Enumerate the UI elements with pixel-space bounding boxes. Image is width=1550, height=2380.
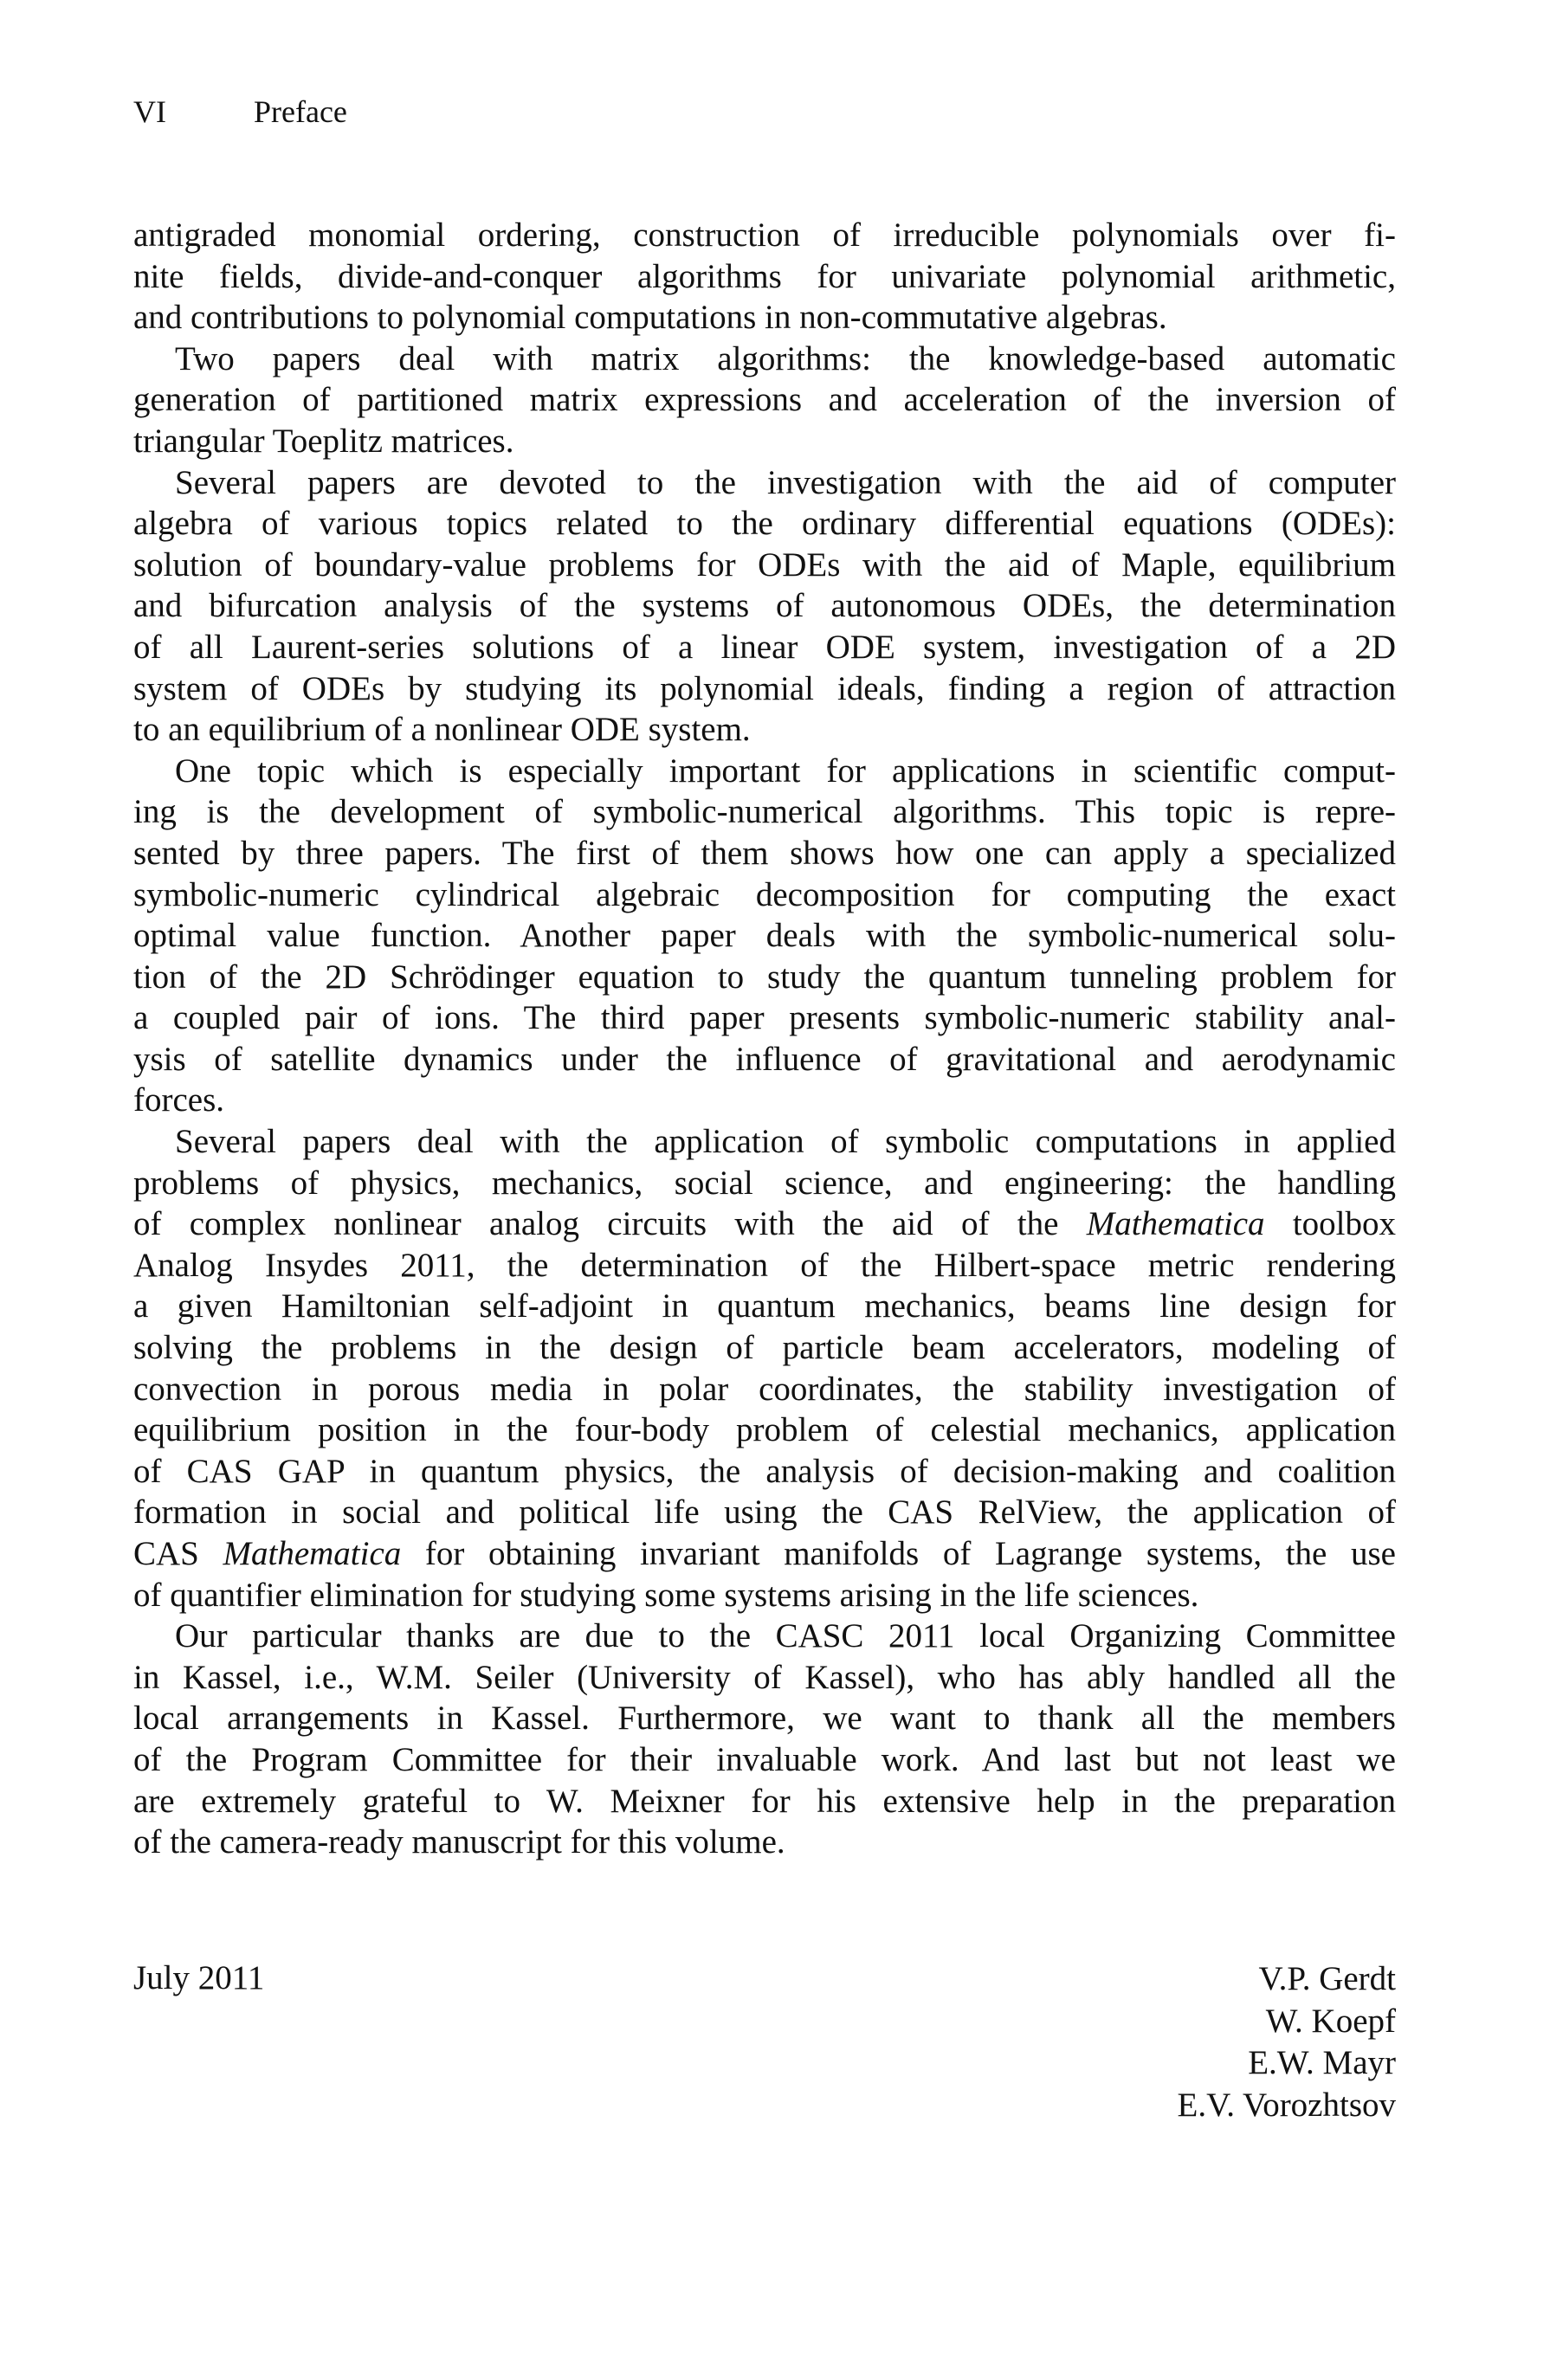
text-line: convection in porous media in polar coordinates, the stability investigation of xyxy=(133,1370,1396,1408)
text-line: optimal value function. Another paper deals with the symbolic-numerical solu- xyxy=(133,917,1396,955)
text-line: Two papers deal with matrix algorithms: the knowledge-based automatic xyxy=(175,339,1396,377)
text-line: solution of boundary-value problems for ODEs with the aid of Maple, equilibrium xyxy=(133,545,1396,584)
text-line: Our particular thanks are due to the CASC 2011 local Organizing Committee xyxy=(175,1617,1396,1655)
text-line: Several papers are devoted to the investigation with the aid of computer xyxy=(175,463,1396,501)
text-line: antigraded monomial ordering, construction of irreducible polynomials over fi- xyxy=(133,216,1396,254)
text-line: a coupled pair of ions. The third paper presents symbolic-numeric stability anal- xyxy=(133,999,1396,1037)
paragraph xyxy=(133,751,1396,1121)
text-line: ing is the development of symbolic-numerical algorithms. This topic is repre- xyxy=(133,793,1396,831)
text-line: of the Program Committee for their invaluable work. And last but not least we xyxy=(133,1740,1396,1778)
text-line: system of ODEs by studying its polynomial ideals, finding a region of attraction xyxy=(133,669,1396,707)
text-line: symbolic-numeric cylindrical algebraic decomposition for computing the exact xyxy=(133,875,1396,913)
text-line: equilibrium position in the four-body problem of celestial mechanics, application xyxy=(133,1411,1396,1449)
text-line: of quantifier elimination for studying some systems arising in the life sciences. xyxy=(133,1576,1199,1614)
text-line: CAS Mathematica for obtaining invariant manifolds of Lagrange systems, the use xyxy=(133,1535,1396,1572)
text-line: sented by three papers. The first of them shows how one can apply a specialized xyxy=(133,834,1396,872)
text-line: forces. xyxy=(133,1081,225,1119)
signatory: E.W. Mayr xyxy=(1248,2044,1396,2081)
text-line: of CAS GAP in quantum physics, the analysis of decision-making and coalition xyxy=(133,1452,1396,1490)
signatories xyxy=(1178,1958,1396,2126)
text-line: local arrangements in Kassel. Furthermore, we want to thank all the members xyxy=(133,1700,1396,1738)
text-line: in Kassel, i.e., W.M. Seiler (University of Kassel), who has ably handled all the xyxy=(133,1658,1396,1696)
text-line: algebra of various topics related to the ordinary differential equations (ODEs): xyxy=(133,505,1396,543)
text-line: generation of partitioned matrix expressions and acceleration of the inversion of xyxy=(133,381,1396,419)
text-line: formation in social and political life using the CAS RelView, the application of xyxy=(133,1493,1396,1532)
running-title: Preface xyxy=(254,94,347,129)
date: July 2011 xyxy=(133,1959,265,1996)
text-line: ysis of satellite dynamics under the influence of gravitational and aerodynamic xyxy=(133,1040,1396,1078)
text-line: to an equilibrium of a nonlinear ODE system. xyxy=(133,711,751,749)
preface-body xyxy=(133,215,1396,1863)
text-line: solving the problems in the design of particle beam accelerators, modeling of xyxy=(133,1329,1396,1367)
text-line: a given Hamiltonian self-adjoint in quantum mechanics, beams line design for xyxy=(133,1287,1396,1325)
signatory: W. Koepf xyxy=(1265,2002,1396,2040)
paragraph xyxy=(133,462,1396,751)
text-line: nite fields, divide-and-conquer algorithms for univariate polynomial arithmetic, xyxy=(133,257,1396,295)
signatory: E.V. Vorozhtsov xyxy=(1177,2086,1396,2124)
text-line: tion of the 2D Schrödinger equation to study the quantum tunneling problem for xyxy=(133,958,1396,996)
text-line: are extremely grateful to W. Meixner for his extensive help in the preparation xyxy=(133,1782,1396,1820)
text-line: problems of physics, mechanics, social science, and engineering: the handling xyxy=(133,1164,1396,1202)
paragraph xyxy=(133,1121,1396,1616)
text-line: One topic which is especially important for applications in scientific comput- xyxy=(175,751,1396,790)
text-line: of all Laurent-series solutions of a linear ODE system, investigation of a 2D xyxy=(133,628,1396,666)
text-line: and contributions to polynomial computations in non-commutative algebras. xyxy=(133,299,1167,337)
paragraph xyxy=(133,339,1396,462)
text-line: Several papers deal with the application of symbolic computations in applied xyxy=(175,1123,1396,1161)
paragraph xyxy=(133,215,1396,339)
page-number: VI xyxy=(133,94,166,129)
paragraph xyxy=(133,1616,1396,1863)
text-line: of the camera-ready manuscript for this volume. xyxy=(133,1823,785,1861)
running-header xyxy=(133,94,347,130)
text-line: triangular Toeplitz matrices. xyxy=(133,422,514,460)
text-line: of complex nonlinear analog circuits with the aid of the Mathematica toolbox xyxy=(133,1205,1397,1243)
signatory: V.P. Gerdt xyxy=(1258,1960,1396,1997)
text-line: and bifurcation analysis of the systems of autonomous ODEs, the determination xyxy=(133,587,1396,625)
text-line: Analog Insydes 2011, the determination of the Hilbert-space metric rendering xyxy=(133,1246,1396,1284)
